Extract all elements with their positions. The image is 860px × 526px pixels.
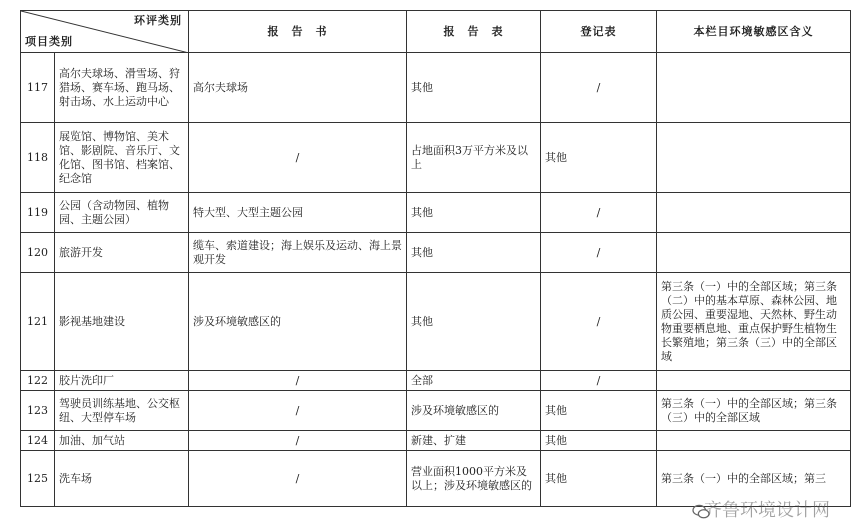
table-row bbox=[21, 391, 851, 431]
row-number: 122 bbox=[21, 371, 55, 391]
register-form: / bbox=[541, 53, 657, 123]
project-type: 公园（含动物园、植物园、主题公园） bbox=[55, 193, 189, 233]
register-form: / bbox=[541, 273, 657, 371]
project-type: 加油、加气站 bbox=[55, 431, 189, 451]
sensitive-area: 第三条（一）中的全部区域；第三条（三）中的全部区域 bbox=[657, 391, 851, 431]
project-type: 洗车场 bbox=[55, 451, 189, 507]
sensitive-area bbox=[657, 53, 851, 123]
table-row bbox=[21, 371, 851, 391]
report-book: 高尔夫球场 bbox=[189, 53, 407, 123]
sensitive-area: 第三条（一）中的全部区域；第三条（二）中的基本草原、森林公园、地质公园、重要湿地、天然林、野生动物重要栖息地、重点保护野生植物生长繁殖地；第三条（三）中的全部区域 bbox=[657, 273, 851, 371]
register-form: 其他 bbox=[541, 451, 657, 507]
report-book: / bbox=[189, 431, 407, 451]
register-form: / bbox=[541, 371, 657, 391]
project-type: 展览馆、博物馆、美术馆、影剧院、音乐厅、文化馆、图书馆、档案馆、纪念馆 bbox=[55, 123, 189, 193]
diagonal-header-cell bbox=[21, 11, 189, 53]
report-form: 涉及环境敏感区的 bbox=[407, 391, 541, 431]
diag-top-label: 环评类别 bbox=[134, 14, 182, 27]
register-form: 其他 bbox=[541, 123, 657, 193]
report-book: / bbox=[189, 123, 407, 193]
report-form: 营业面积1000平方米及以上；涉及环境敏感区的 bbox=[407, 451, 541, 507]
col-sensitive: 本栏目环境敏感区含义 bbox=[657, 11, 851, 53]
register-form: / bbox=[541, 193, 657, 233]
report-book: 缆车、索道建设；海上娱乐及运动、海上景观开发 bbox=[189, 233, 407, 273]
report-form: 其他 bbox=[407, 273, 541, 371]
table-row bbox=[21, 193, 851, 233]
col-register: 登记表 bbox=[541, 11, 657, 53]
project-type: 旅游开发 bbox=[55, 233, 189, 273]
eia-classification-table bbox=[20, 10, 851, 507]
col-report-form: 报 告 表 bbox=[407, 11, 541, 53]
sensitive-area: 第三条（一）中的全部区域；第三 bbox=[657, 451, 851, 507]
report-form: 其他 bbox=[407, 53, 541, 123]
sensitive-area bbox=[657, 431, 851, 451]
project-type: 胶片洗印厂 bbox=[55, 371, 189, 391]
sensitive-area bbox=[657, 371, 851, 391]
row-number: 121 bbox=[21, 273, 55, 371]
report-book: / bbox=[189, 391, 407, 431]
table-row bbox=[21, 431, 851, 451]
report-form: 其他 bbox=[407, 193, 541, 233]
table-container bbox=[20, 10, 851, 507]
row-number: 119 bbox=[21, 193, 55, 233]
table-row bbox=[21, 273, 851, 371]
register-form: / bbox=[541, 233, 657, 273]
report-book: 特大型、大型主题公园 bbox=[189, 193, 407, 233]
report-form: 全部 bbox=[407, 371, 541, 391]
report-form: 新建、扩建 bbox=[407, 431, 541, 451]
project-type: 高尔夫球场、滑雪场、狩猎场、赛车场、跑马场、射击场、水上运动中心 bbox=[55, 53, 189, 123]
table-row bbox=[21, 233, 851, 273]
sensitive-area bbox=[657, 193, 851, 233]
project-type: 影视基地建设 bbox=[55, 273, 189, 371]
watermark: 齐鲁环境设计网 bbox=[704, 500, 830, 521]
register-form: 其他 bbox=[541, 431, 657, 451]
table-row bbox=[21, 123, 851, 193]
report-book: / bbox=[189, 371, 407, 391]
diag-bottom-label: 项目类别 bbox=[25, 35, 73, 48]
row-number: 124 bbox=[21, 431, 55, 451]
row-number: 125 bbox=[21, 451, 55, 507]
register-form: 其他 bbox=[541, 391, 657, 431]
col-report-book: 报 告 书 bbox=[189, 11, 407, 53]
row-number: 118 bbox=[21, 123, 55, 193]
header-row bbox=[21, 11, 851, 53]
report-book: 涉及环境敏感区的 bbox=[189, 273, 407, 371]
report-form: 其他 bbox=[407, 233, 541, 273]
project-type: 驾驶员训练基地、公交枢纽、大型停车场 bbox=[55, 391, 189, 431]
table-row bbox=[21, 53, 851, 123]
row-number: 120 bbox=[21, 233, 55, 273]
report-form: 占地面积3万平方米及以上 bbox=[407, 123, 541, 193]
sensitive-area bbox=[657, 123, 851, 193]
sensitive-area bbox=[657, 233, 851, 273]
row-number: 123 bbox=[21, 391, 55, 431]
row-number: 117 bbox=[21, 53, 55, 123]
report-book: / bbox=[189, 451, 407, 507]
